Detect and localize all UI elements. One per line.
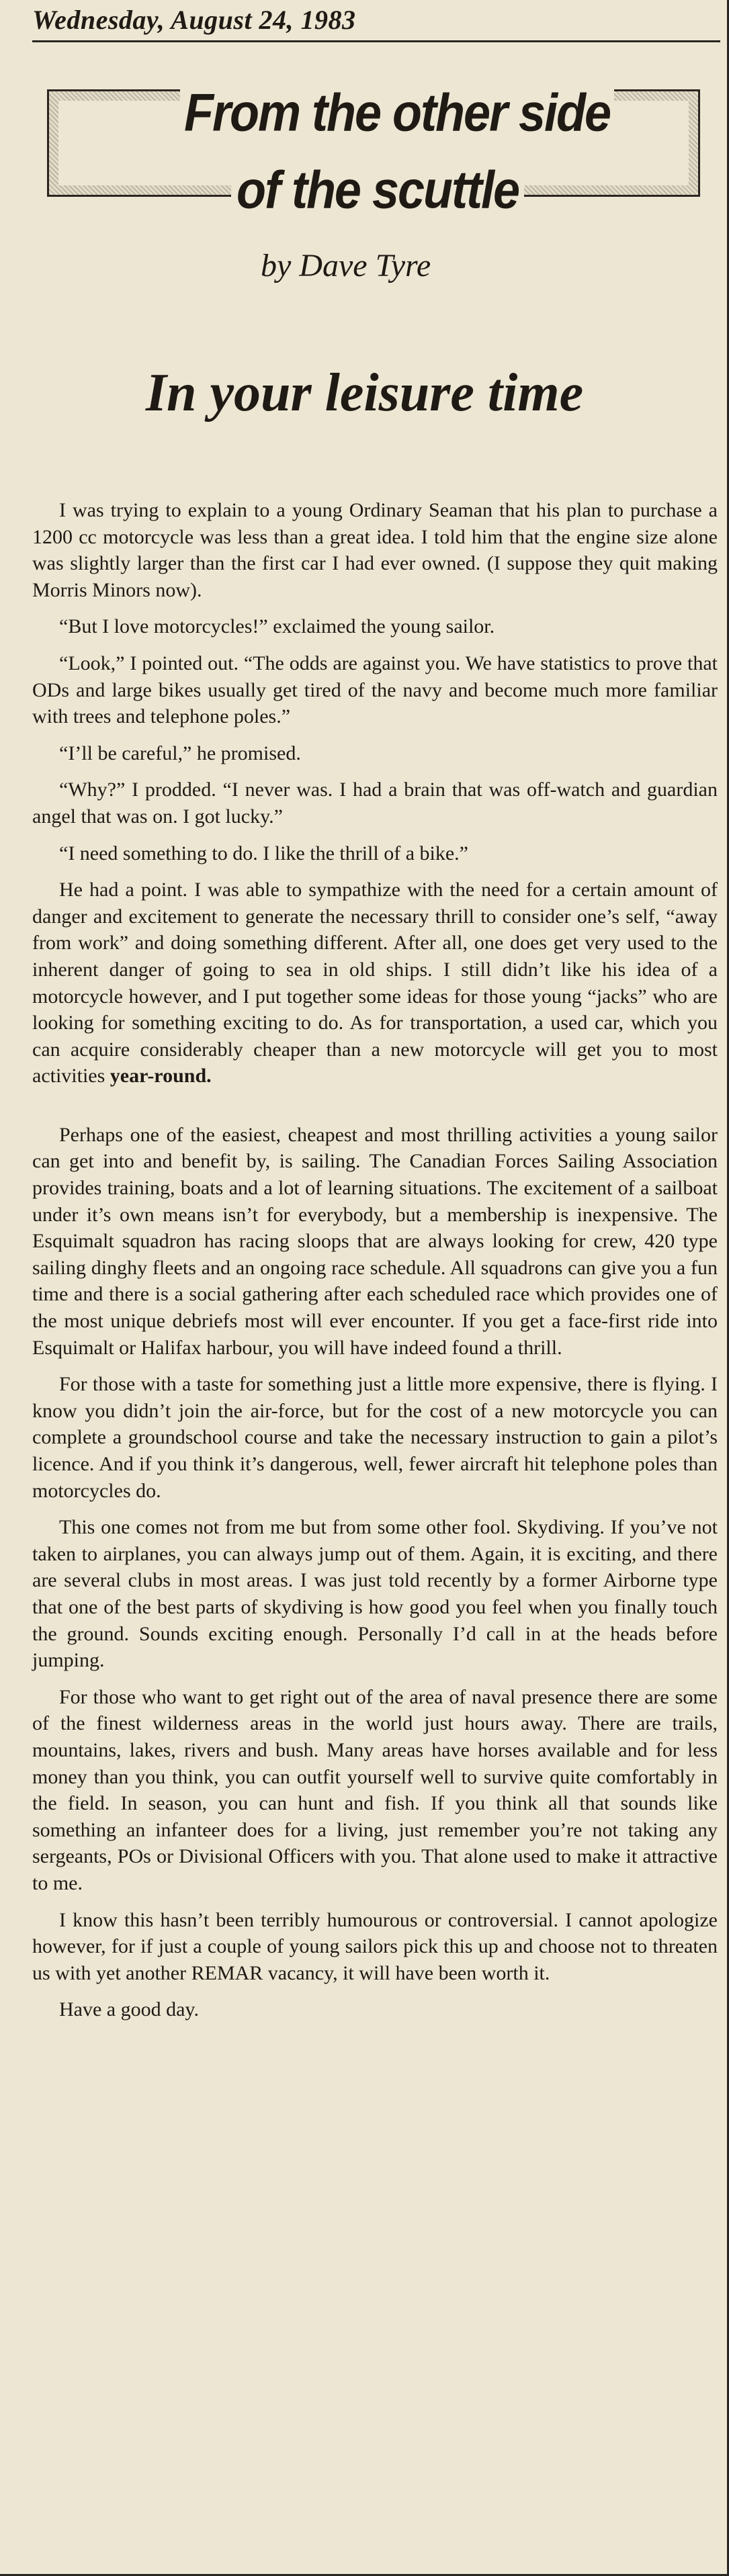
emphasis-text: year-round. (110, 1065, 212, 1087)
paragraph: I know this hasn’t been terribly humourous or controversial. I cannot apologize however, for if just a couple of young sailors pick this up and choose not to threaten us with yet another REMAR vacancy, it will have been worth it. (32, 1908, 718, 1984)
article-body (32, 497, 718, 2033)
paragraph: I was trying to explain to a young Ordinary Seaman that his plan to purchase a 1200 cc motorcycle was less than a great idea. I told him that the engine size alone was slightly larger than the first car I had ever owned. (I suppose they quit making Morris Minors now). (32, 499, 718, 601)
column-banner (39, 77, 711, 220)
paragraph (32, 877, 718, 1090)
paragraph: “I’ll be careful,” he promised. (59, 742, 301, 764)
paragraph: Have a good day. (59, 1998, 199, 2021)
column-title-line2: of the scuttle (231, 160, 524, 220)
paragraph: “I need something to do. I like the thrill of a bike.” (59, 842, 468, 864)
paragraph: For those who want to get right out of the area of naval presence there are some of the finest wilderness areas in the world just hours away. There are trails, mountains, lakes, rivers and bush. Many areas have horses available and for less money than you think, you can outfit yourself well to survive quite comfortably in the field. In season, you can hunt and fish. If you think all that sounds like something an infanteer does for a living, just remember you’re not taking any sergeants, POs or Divisional Officers with you. That alone used to make it attractive to me. (32, 1685, 718, 1894)
paragraph: Perhaps one of the easiest, cheapest and most thrilling activities a young sailor can get into and benefit by, is sailing. The Canadian Forces Sailing Association provides training, boats and a lot of learning situations. The excitement of a sailboat under it’s own means isn’t for everybody, but a membership is inexpensive. The Esquimalt squadron has racing sloops that are always looking for crew, 420 type sailing dinghy fleets and an ongoing race schedule. All squadrons can give you a fun time and there is a social gathering after each scheduled race which provides one of the most unique debriefs most will ever encounter. If you get a face-first ride into Esquimalt or Halifax harbour, you will have indeed found a thrill. (32, 1123, 718, 1359)
headline: In your leisure time (145, 363, 584, 423)
rule-divider (32, 40, 720, 42)
paragraph: This one comes not from me but from some other fool. Skydiving. If you’ve not taken to airplanes, you can always jump out of them. Again, it is exciting, and there are several clubs in most areas. I was just told recently by a former Airborne type that one of the best parts of skydiving is how good you feel when you finally touch the ground. Sounds exciting enough. Personally I’d call in at the heads before jumping. (32, 1516, 718, 1672)
paragraph: “Why?” I prodded. “I never was. I had a brain that was off-watch and guardian angel that was on. I got lucky.” (32, 779, 718, 828)
dateline: Wednesday, August 24, 1983 (32, 5, 356, 35)
paragraph: “Look,” I pointed out. “The odds are against you. We have statistics to prove that ODs and large bikes usually get tired of the navy and become much more familiar with trees and telephone poles.” (32, 652, 718, 728)
paragraph-text: He had a point. I was able to sympathize with the need for a certain amount of danger and excitement to generate the necessary thrill to consider one’s self, “away from work” and doing something different. After all, one does get very used to the inherent danger of going to sea in old ships. I still didn’t like his idea of a motorcycle however, and I put together some ideas for those young “jacks” who are looking for something exciting to do. As for transportation, a used car, which you can acquire considerably cheaper than a new motorcycle will get you to most activities (32, 879, 718, 1087)
column-title-line1: From the other side (180, 83, 614, 143)
paragraph: For those with a taste for something just a little more expensive, there is flying. I know you didn’t join the air-force, but for the cost of a new motorcycle you can complete a groundschool course and take the necessary instruction to gain a pilot’s licence. And if you think it’s dangerous, well, fewer aircraft hit telephone poles than motorcycles do. (32, 1373, 718, 1502)
byline: by Dave Tyre (261, 248, 431, 283)
paragraph: “But I love motorcycles!” exclaimed the young sailor. (59, 615, 495, 638)
